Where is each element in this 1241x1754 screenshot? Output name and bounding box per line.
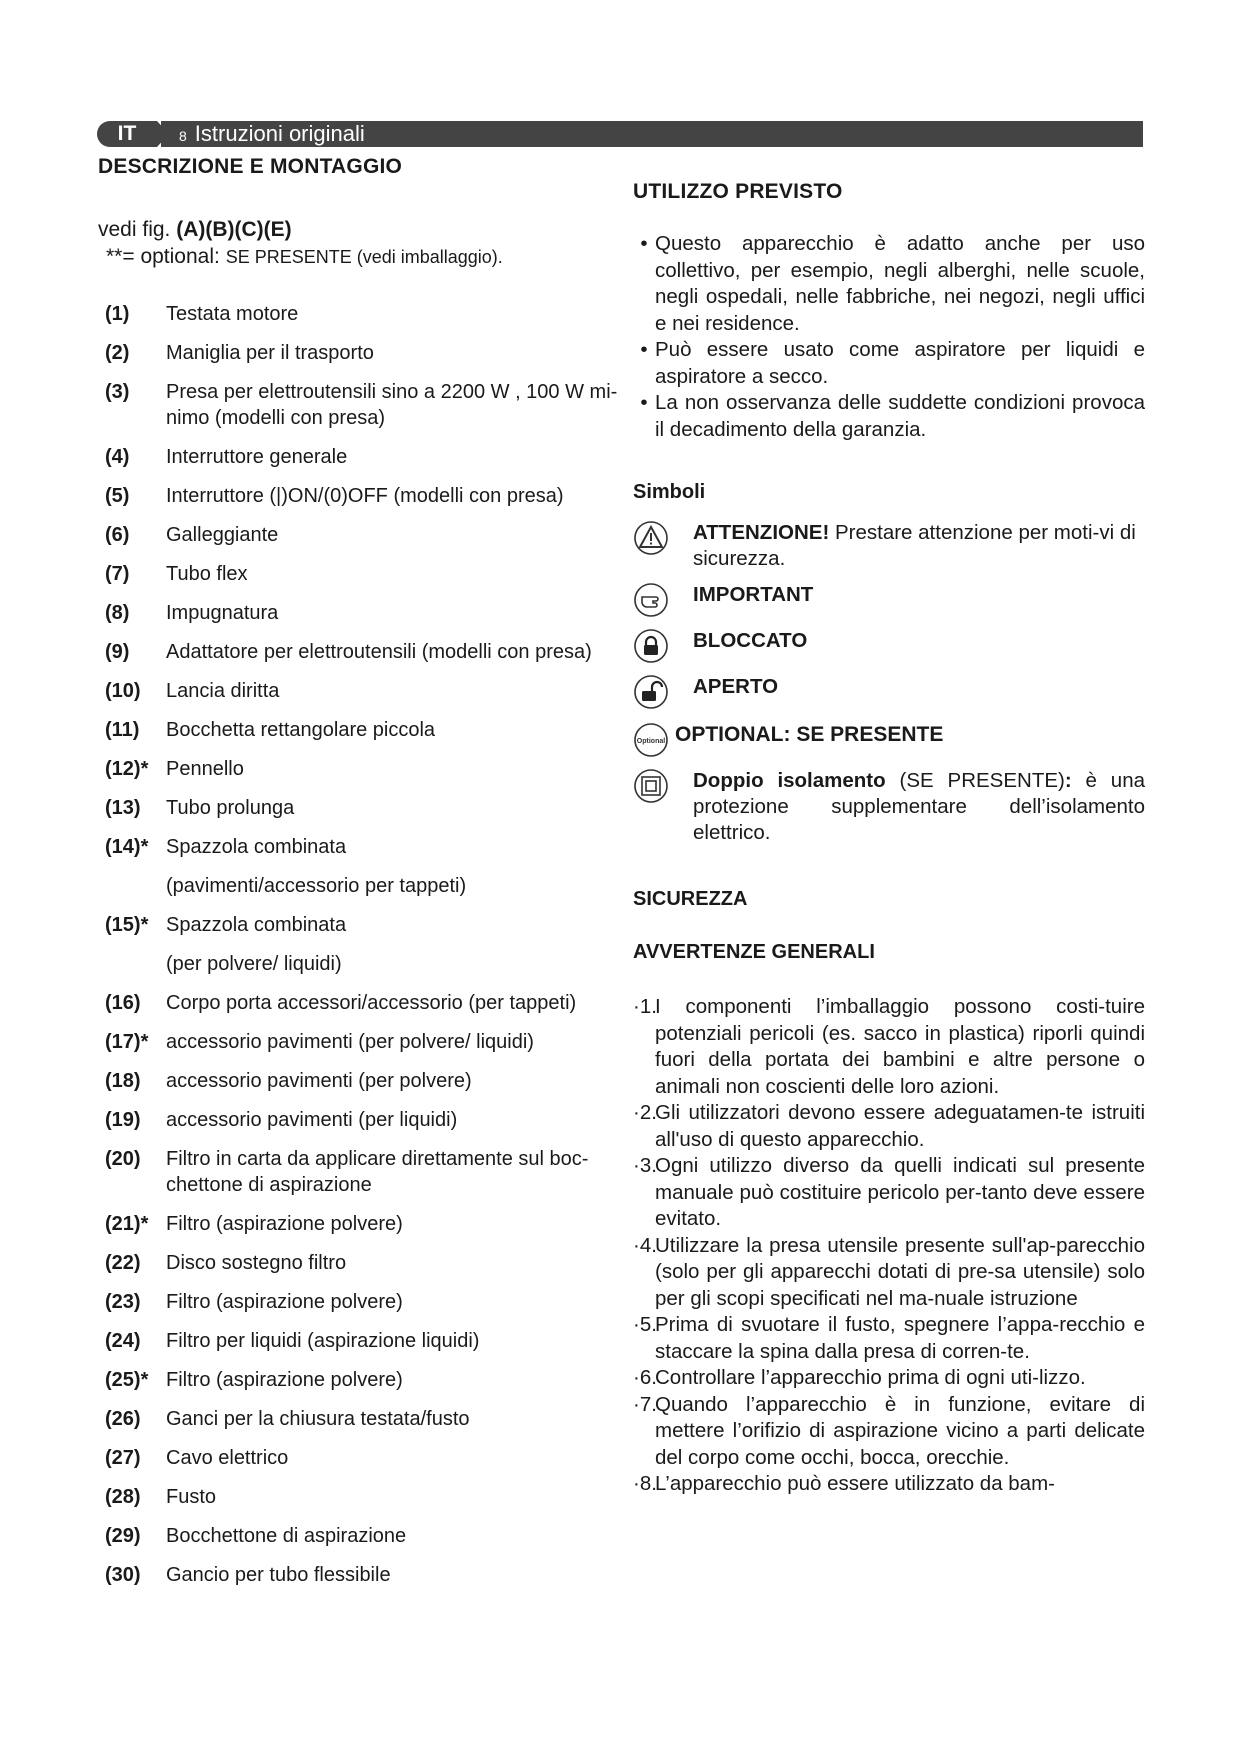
item-text: Bocchettone di aspirazione	[166, 1525, 407, 1547]
section-heading-safety: SICUREZZA	[633, 888, 748, 910]
list-item	[98, 522, 618, 548]
list-item	[633, 1233, 1145, 1313]
list-item: • Può essere usato come aspiratore per liquidi e aspiratore a secco.	[633, 337, 1145, 390]
list-item	[98, 561, 618, 587]
list-item	[633, 1100, 1145, 1153]
item-text: Disco sostegno filtro	[166, 1252, 347, 1274]
lock-open-icon	[633, 674, 669, 710]
optional-icon-text: Optional	[636, 738, 666, 745]
item-number: (14)*	[105, 836, 149, 858]
list-item	[98, 756, 618, 782]
item-number: (29)	[105, 1525, 141, 1547]
item-text: Interruttore (|)ON/(0)OFF (modelli con presa)	[166, 485, 564, 507]
locked-label: BLOCCATO	[693, 629, 808, 652]
list-item	[98, 444, 618, 470]
list-item	[98, 639, 618, 665]
list-item	[98, 1029, 618, 1055]
list-item	[98, 1523, 618, 1549]
item-text: Filtro (aspirazione polvere)	[166, 1213, 403, 1235]
item-text: accessorio pavimenti (per liquidi)	[166, 1109, 458, 1131]
item-text: Interruttore generale	[166, 446, 348, 468]
item-text: Tubo prolunga	[166, 797, 295, 819]
optional-badge-icon	[633, 722, 669, 758]
item-number: (5)	[105, 485, 130, 507]
double-insulation-label: Doppio isolamento	[693, 769, 886, 792]
item-number: (7)	[105, 563, 130, 585]
item-number: (12)*	[105, 758, 149, 780]
item-number: (1)	[105, 303, 130, 325]
double-insulation-icon	[633, 768, 669, 804]
list-item	[98, 600, 618, 626]
list-item	[98, 1107, 618, 1133]
list-item	[98, 873, 618, 899]
list-item	[98, 834, 618, 860]
item-text: Maniglia per il trasporto	[166, 342, 374, 364]
item-number: (19)	[105, 1109, 141, 1131]
item-text: Lancia diritta	[166, 680, 280, 702]
warning-number: ·5.	[633, 1313, 657, 1336]
item-text: Gancio per tubo flessibile	[166, 1564, 391, 1586]
symbol-locked	[633, 628, 1145, 664]
item-number: (15)*	[105, 914, 149, 936]
optional-prefix: **= optional:	[106, 245, 226, 268]
list-item	[633, 994, 1145, 1100]
list-item	[633, 1312, 1145, 1365]
double-insulation-colon: :	[1064, 769, 1072, 792]
double-insulation-note: (SE PRESENTE)	[885, 769, 1065, 792]
item-number	[105, 951, 166, 977]
list-item: • Questo apparecchio è adatto anche per uso collettivo, per esempio, negli alberghi, nelle scuole, negli ospedali, nelle fabbriche, nei negozi, negli uffici e nei residence.	[633, 231, 1145, 337]
symbol-optional	[633, 722, 1145, 758]
item-text: Presa per elettroutensili sino a 2200 W , 100 W mi-nimo (modelli con presa)	[166, 381, 618, 429]
list-item	[98, 1146, 618, 1198]
list-item	[98, 990, 618, 1016]
important-label: IMPORTANT	[693, 583, 814, 606]
figs-list: (A)(B)(C)(E)	[176, 218, 292, 241]
section-heading-warnings: AVVERTENZE GENERALI	[633, 941, 875, 963]
warning-number: ·2.	[633, 1101, 657, 1124]
bullet-text: La non osservanza delle suddette condizioni provoca il decadimento della garanzia.	[655, 391, 1145, 441]
item-text: Spazzola combinata	[166, 914, 347, 936]
warning-number: ·8.	[633, 1472, 657, 1495]
item-text: Fusto	[166, 1486, 217, 1508]
list-item	[98, 301, 618, 327]
list-item	[98, 1068, 618, 1094]
warning-text: Controllare l’apparecchio prima di ogni uti-lizzo.	[655, 1366, 1086, 1389]
item-text: Corpo porta accessori/accessorio (per tappeti)	[166, 992, 577, 1014]
header-title: Istruzioni originali	[194, 121, 365, 146]
item-number: (25)*	[105, 1369, 149, 1391]
list-item	[98, 379, 618, 431]
item-number: (4)	[105, 446, 130, 468]
item-text: Filtro in carta da applicare direttamente sul boc-chettone di aspirazione	[166, 1148, 589, 1196]
list-item	[98, 1328, 618, 1354]
item-number: (6)	[105, 524, 130, 546]
optional-note: SE PRESENTE (vedi imballaggio).	[225, 247, 503, 267]
item-text: Filtro per liquidi (aspirazione liquidi)	[166, 1330, 480, 1352]
optional-label: OPTIONAL: SE PRESENTE	[675, 723, 944, 746]
page-header	[97, 121, 1143, 147]
component-list	[98, 301, 618, 1588]
symbol-attention	[633, 520, 1145, 572]
symbol-open	[633, 674, 1145, 710]
item-number: (17)*	[105, 1031, 149, 1053]
list-item	[633, 1392, 1145, 1472]
list-item	[98, 717, 618, 743]
list-item	[98, 678, 618, 704]
figs-prefix: vedi fig.	[98, 218, 177, 241]
item-text: accessorio pavimenti (per polvere/ liquidi)	[166, 1031, 534, 1053]
warning-number: ·7.	[633, 1392, 657, 1416]
item-number	[105, 873, 166, 899]
item-text: Filtro (aspirazione polvere)	[166, 1291, 403, 1313]
item-text: Bocchetta rettangolare piccola	[166, 719, 436, 741]
list-item	[98, 1562, 618, 1588]
item-number: (13)	[105, 797, 141, 819]
item-text: Galleggiante	[166, 524, 279, 546]
bullet-text: Può essere usato come aspiratore per liquidi e aspiratore a secco.	[655, 338, 1145, 388]
list-item	[98, 1211, 618, 1237]
warning-text: Gli utilizzatori devono essere adeguatamen-te istruiti all'uso di questo apparecchio.	[655, 1101, 1145, 1151]
warning-number: ·6.	[633, 1366, 657, 1389]
list-item	[98, 1406, 618, 1432]
item-number: (9)	[105, 641, 130, 663]
item-number: (2)	[105, 342, 130, 364]
warning-text: Utilizzare la presa utensile presente sull'ap-parecchio (solo per gli apparecchi dotati di pre-sa utensile) solo per gli scopi specificati nel ma-nuale istruzione	[655, 1233, 1145, 1310]
warning-text: Ogni utilizzo diverso da quelli indicati sul presente manuale può costituire pericolo per-tanto deve essere evitato.	[655, 1154, 1145, 1230]
item-text: (pavimenti/accessorio per tappeti)	[166, 875, 467, 897]
section-heading-description: DESCRIZIONE E MONTAGGIO	[98, 155, 403, 178]
item-number: (22)	[105, 1252, 141, 1274]
list-item	[98, 951, 618, 977]
warning-text: L’apparecchio può essere utilizzato da bam-	[655, 1472, 1055, 1495]
list-item	[98, 795, 618, 821]
list-item	[98, 1445, 618, 1471]
lock-closed-icon	[633, 628, 669, 664]
item-text: Tubo flex	[166, 563, 248, 585]
item-number: (28)	[105, 1486, 141, 1508]
item-text: Cavo elettrico	[166, 1447, 289, 1469]
list-item	[98, 1367, 618, 1393]
warning-number: ·1.	[633, 995, 657, 1018]
warning-triangle-icon	[633, 520, 669, 556]
list-item	[98, 1250, 618, 1276]
item-number: (10)	[105, 680, 141, 702]
list-item	[98, 340, 618, 366]
list-item	[633, 1365, 1145, 1392]
bullet-text: Questo apparecchio è adatto anche per uso collettivo, per esempio, negli alberghi, nelle scuole, negli ospedali, nelle fabbriche, nei negozi, negli uffici e nei residence.	[655, 232, 1145, 335]
attention-text: Prestare attenzione per moti-vi di sicurezza.	[693, 521, 1136, 570]
item-number: (8)	[105, 602, 130, 624]
warning-text: I componenti l’imballaggio possono costi-tuire potenziali pericoli (es. sacco in plastica) riporli quindi fuori della portata dei bambini e altre persone o animali non coscienti delle loro azioni.	[655, 995, 1145, 1098]
pointing-hand-icon	[633, 582, 669, 618]
warning-number: ·4.	[633, 1233, 657, 1257]
list-item	[633, 1153, 1145, 1233]
left-column	[98, 155, 618, 1601]
item-text: Adattatore per elettroutensili (modelli con presa)	[166, 641, 592, 663]
section-heading-intended-use: UTILIZZO PREVISTO	[633, 180, 843, 203]
symbols-list	[633, 520, 1145, 846]
list-item	[98, 1484, 618, 1510]
item-text: Filtro (aspirazione polvere)	[166, 1369, 403, 1391]
item-number: (24)	[105, 1330, 141, 1352]
item-number: (23)	[105, 1291, 141, 1313]
item-text: Testata motore	[166, 303, 299, 325]
intended-use-list	[633, 231, 1145, 443]
header-title-bar	[161, 121, 1143, 147]
item-number: (11)	[105, 719, 140, 741]
symbol-double-insulation	[633, 768, 1145, 846]
warning-number: ·3.	[633, 1154, 657, 1177]
item-text: Impugnatura	[166, 602, 279, 624]
item-text: Spazzola combinata	[166, 836, 347, 858]
item-number: (3)	[105, 381, 130, 403]
list-item	[633, 1471, 1145, 1498]
item-text: accessorio pavimenti (per polvere)	[166, 1070, 472, 1092]
page-number: 8	[179, 128, 187, 144]
warning-text: Quando l’apparecchio è in funzione, evitare di mettere l’orifizio di aspirazione vicino a parti delicate del corpo come occhi, bocca, orecchie.	[655, 1392, 1145, 1469]
list-item	[98, 1289, 618, 1315]
warnings-list	[633, 994, 1145, 1498]
open-label: APERTO	[693, 675, 779, 698]
list-item	[98, 483, 618, 509]
symbol-important	[633, 582, 1145, 618]
figure-reference	[98, 216, 618, 271]
item-number: (18)	[105, 1070, 141, 1092]
item-text: (per polvere/ liquidi)	[166, 953, 342, 975]
item-number: (30)	[105, 1564, 141, 1586]
double-insulation-text: è una protezione supplementare dell’isolamento elettrico.	[693, 769, 1145, 844]
item-number: (21)*	[105, 1213, 149, 1235]
item-text: Ganci per la chiusura testata/fusto	[166, 1408, 470, 1430]
item-text: Pennello	[166, 758, 244, 780]
list-item: • La non osservanza delle suddette condizioni provoca il decadimento della garanzia.	[633, 390, 1145, 443]
attention-label: ATTENZIONE!	[693, 521, 830, 544]
item-number: (26)	[105, 1408, 141, 1430]
item-number: (27)	[105, 1447, 141, 1469]
item-number: (16)	[105, 992, 141, 1014]
language-badge: IT	[97, 121, 157, 147]
warning-text: Prima di svuotare il fusto, spegnere l’appa-recchio e staccare la spina dalla presa di corren-te.	[655, 1313, 1145, 1363]
symbols-heading: Simboli	[633, 481, 706, 503]
right-column	[633, 180, 1145, 1498]
list-item	[98, 912, 618, 938]
item-number: (20)	[105, 1148, 141, 1170]
